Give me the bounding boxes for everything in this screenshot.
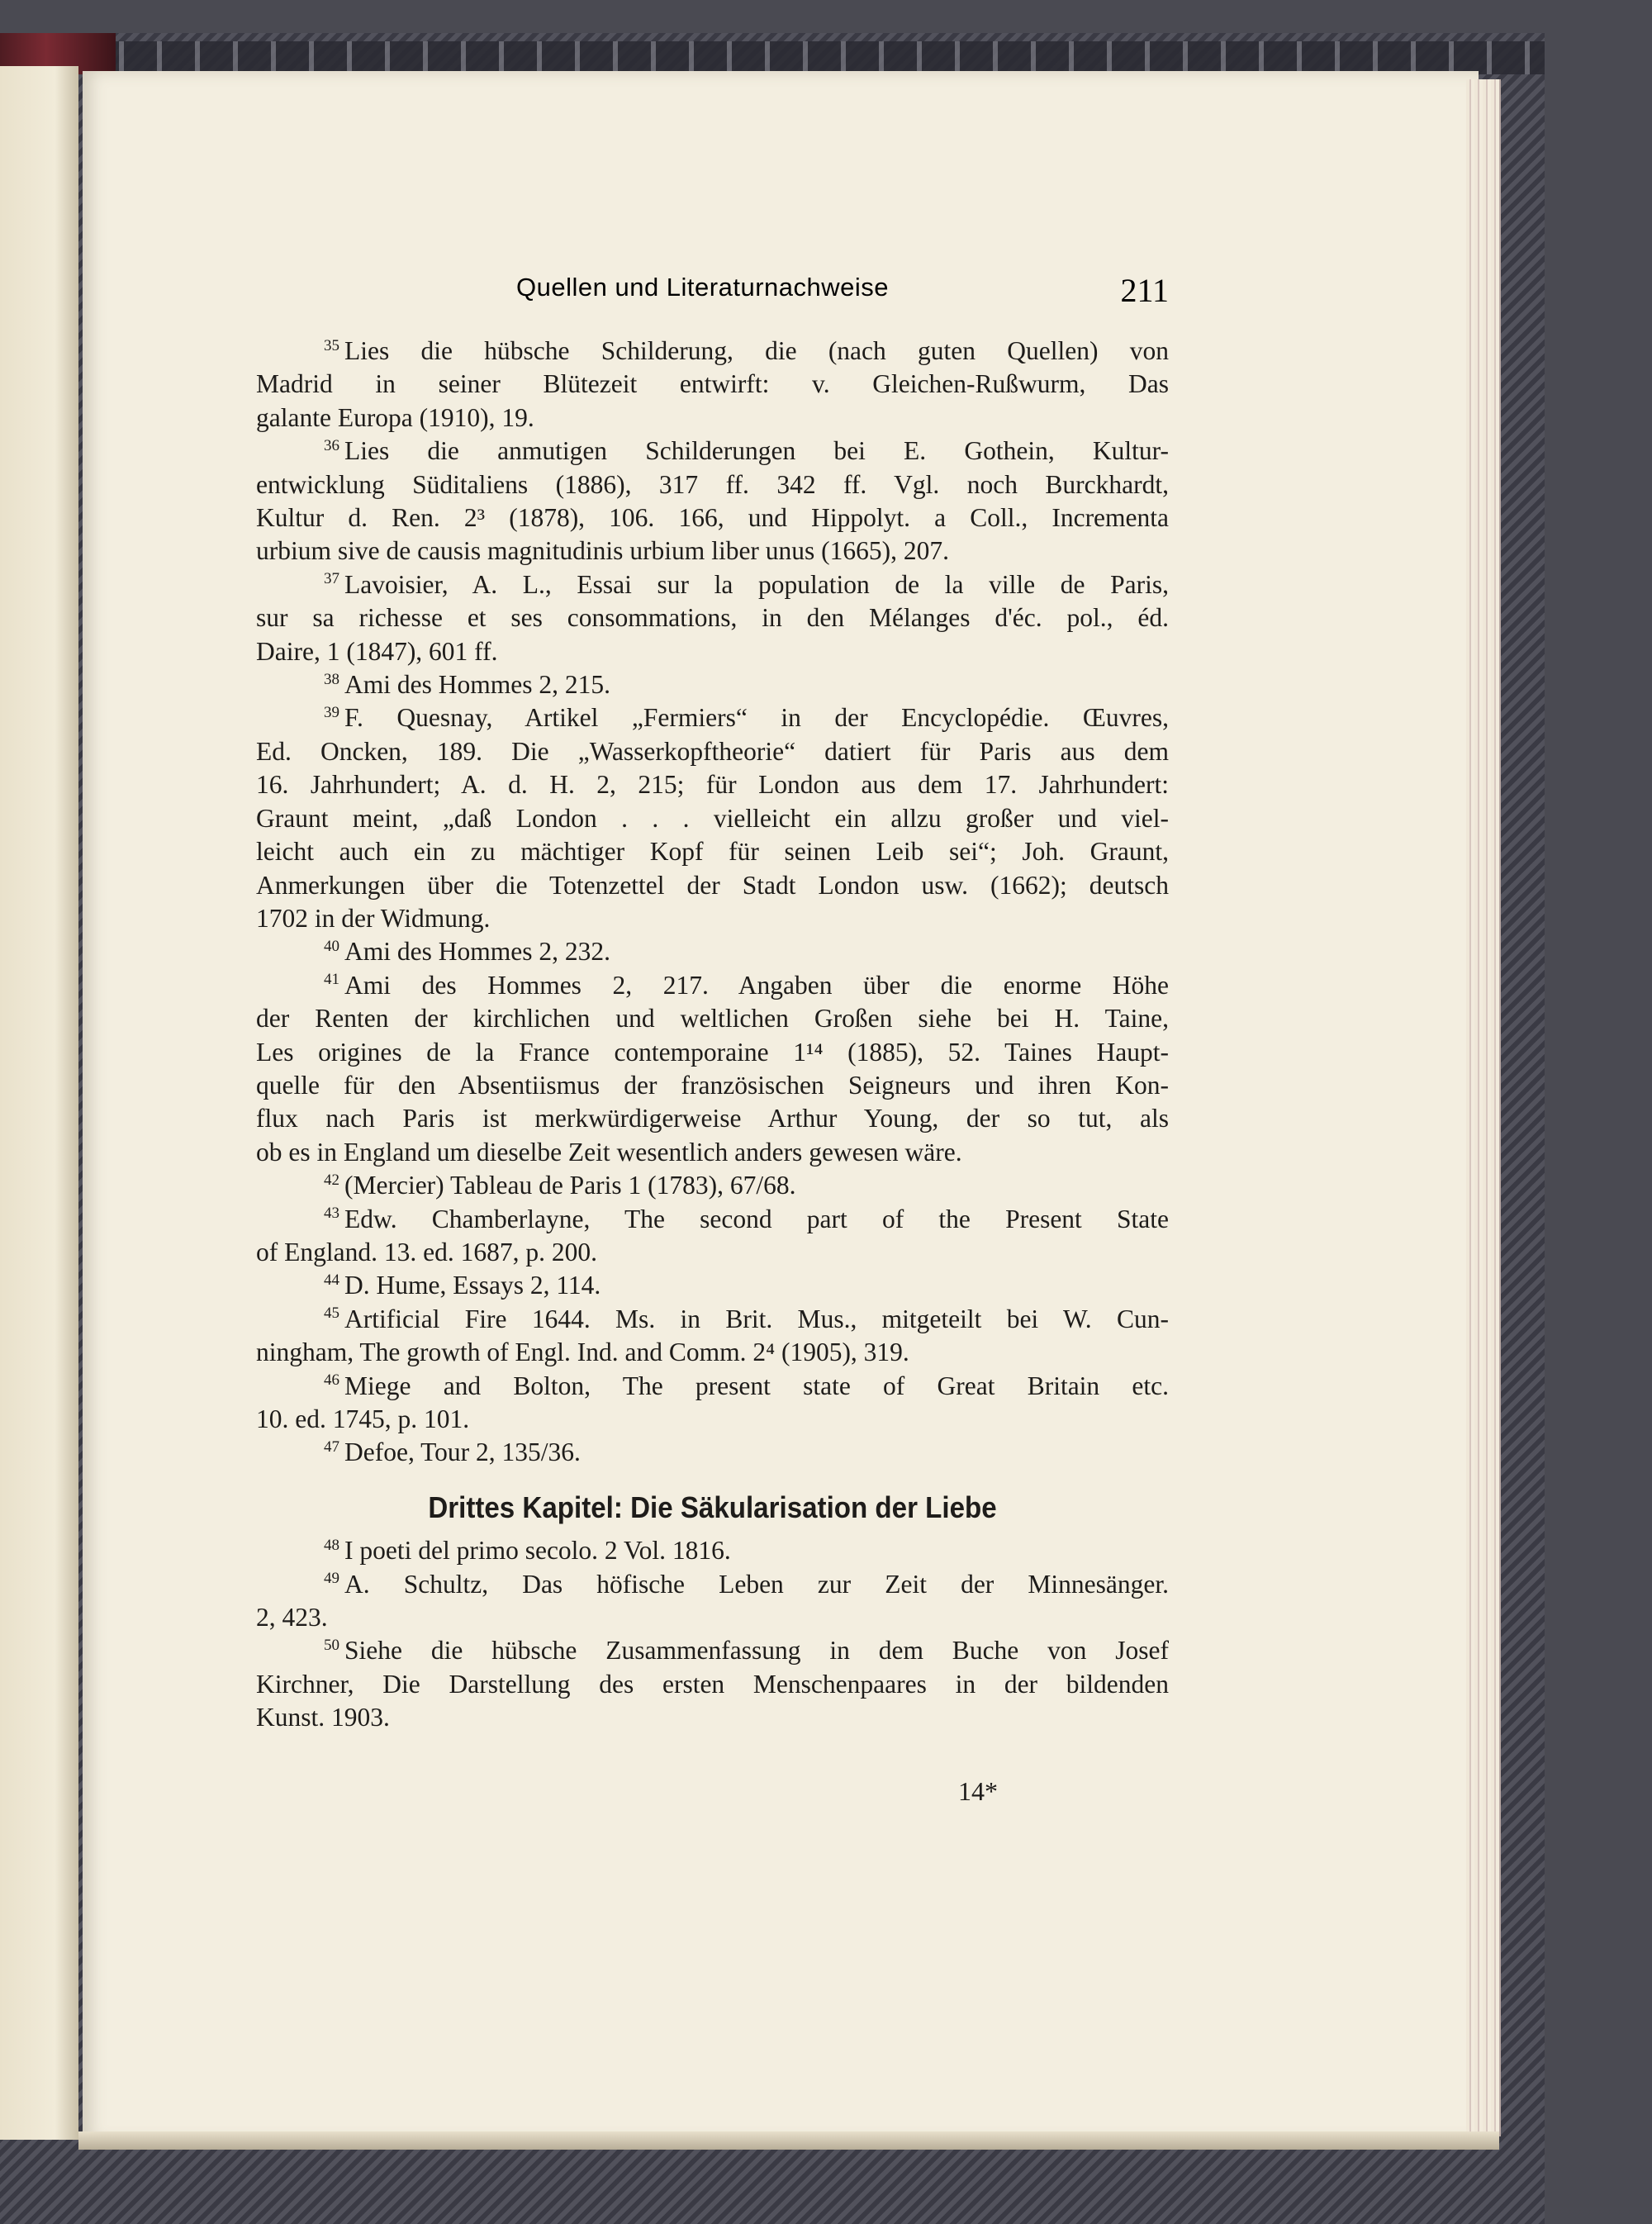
endnotes [256, 335, 1169, 1735]
endnote-line [256, 1668, 1169, 1701]
endnote-47 [256, 1436, 1169, 1469]
endnote-line [256, 335, 1169, 368]
endnote-line [256, 935, 1169, 968]
endnote-text: D. Hume, Essays 2, 114. [344, 1271, 601, 1300]
endnote-35 [256, 335, 1169, 435]
footnote-number: 47 [324, 1438, 339, 1456]
endnote-text: Daire, 1 (1847), 601 ff. [256, 636, 498, 666]
footnote-number: 37 [324, 570, 339, 588]
endnote-line [256, 635, 1169, 668]
endnote-line [256, 835, 1169, 868]
footnote-number: 43 [324, 1205, 339, 1223]
endnote-line [256, 1601, 1169, 1634]
endnote-line [256, 1203, 1169, 1236]
endnote-text: Defoe, Tour 2, 135/36. [344, 1438, 581, 1467]
endnote-text: Ami des Hommes 2, 215. [344, 670, 610, 700]
endnote-line [256, 735, 1169, 768]
footnote-number: 44 [324, 1271, 339, 1289]
endnote-text: Madrid in seiner Blütezeit entwirft: v. Gleichen-Rußwurm, Das [256, 369, 1169, 399]
endnote-text: Ami des Hommes 2, 217. Angaben über die enorme Höhe [344, 970, 1169, 1000]
endnote-text: Kirchner, Die Darstellung des ersten Menschenpaares in der bildenden [256, 1669, 1169, 1699]
endnote-line [256, 535, 1169, 568]
endnotes-part-2 [256, 1534, 1169, 1734]
endnote-line [256, 969, 1169, 1002]
endnote-line [256, 1436, 1169, 1469]
endnote-43 [256, 1203, 1169, 1270]
endnote-line [256, 1002, 1169, 1035]
endnote-text: of England. 13. ed. 1687, p. 200. [256, 1237, 597, 1266]
page-bottom-edge [78, 2131, 1499, 2150]
endnote-line [256, 869, 1169, 902]
endnote-line [256, 601, 1169, 634]
endnote-line [256, 1634, 1169, 1667]
endnote-text: ob es in England um dieselbe Zeit wesentlich anders gewesen wäre. [256, 1137, 962, 1167]
endnote-49 [256, 1568, 1169, 1635]
endnote-40 [256, 935, 1169, 968]
endnote-46 [256, 1370, 1169, 1437]
footnote-number: 39 [324, 703, 339, 721]
footnote-number: 38 [324, 670, 339, 688]
endnote-50 [256, 1634, 1169, 1734]
endnote-42 [256, 1169, 1169, 1202]
endnote-text: Siehe die hübsche Zusammenfassung in dem Buche von Josef [344, 1636, 1169, 1666]
endnote-text: 1702 in der Widmung. [256, 903, 491, 933]
endnote-line [256, 568, 1169, 601]
endnote-text: leicht auch ein zu mächtiger Kopf für seinen Leib sei“; Joh. Graunt, [256, 837, 1169, 867]
endnote-text: ningham, The growth of Engl. Ind. and Comm. 2⁴ (1905), 319. [256, 1338, 909, 1367]
endnote-45 [256, 1303, 1169, 1370]
chapter-heading: Drittes Kapitel: Die Säkularisation der Liebe [428, 1490, 997, 1524]
endnote-text: (Mercier) Tableau de Paris 1 (1783), 67/68. [344, 1171, 796, 1200]
endnote-text: der Renten der kirchlichen und weltlichen Großen siehe bei H. Taine, [256, 1004, 1169, 1034]
endnote-line [256, 1403, 1169, 1436]
endnote-48 [256, 1534, 1169, 1567]
endnote-line [256, 1236, 1169, 1269]
endnote-text: Ami des Hommes 2, 232. [344, 937, 610, 967]
endnote-44 [256, 1269, 1169, 1302]
endnote-line [256, 1269, 1169, 1302]
endnote-text: Les origines de la France contemporaine 1¹⁴ (1885), 52. Taines Haupt- [256, 1037, 1169, 1067]
endnote-line [256, 501, 1169, 535]
footnote-number: 36 [324, 436, 339, 454]
footnote-number: 46 [324, 1371, 339, 1390]
endnote-38 [256, 668, 1169, 701]
endnote-text: Edw. Chamberlayne, The second part of the Present State [344, 1204, 1169, 1233]
page-header [256, 266, 1169, 316]
endnote-line [256, 1069, 1169, 1102]
footnote-number: 48 [324, 1536, 339, 1554]
running-head: Quellen und Literaturnachweise [516, 273, 889, 302]
endnote-39 [256, 701, 1169, 935]
endnote-text: flux nach Paris ist merkwürdigerweise Arthur Young, der so tut, als [256, 1104, 1169, 1133]
endnote-text: 16. Jahrhundert; A. d. H. 2, 215; für London aus dem 17. Jahrhundert: [256, 770, 1169, 800]
endnote-line [256, 701, 1169, 734]
left-page-edge [0, 66, 78, 2140]
endnote-41 [256, 969, 1169, 1169]
endnote-text: quelle für den Absentiismus der französischen Seigneurs und ihren Kon- [256, 1070, 1169, 1100]
endnote-text: Miege and Bolton, The present state of Great Britain etc. [344, 1371, 1169, 1400]
endnote-line [256, 1701, 1169, 1734]
endnote-line [256, 802, 1169, 835]
endnote-line [256, 1568, 1169, 1601]
endnote-line [256, 1036, 1169, 1069]
page-fore-edge [1466, 79, 1501, 2136]
footnote-number: 40 [324, 937, 339, 955]
endnote-line [256, 468, 1169, 501]
endnote-line [256, 1102, 1169, 1135]
endnote-text: Ed. Oncken, 189. Die „Wasserkopftheorie“ datiert für Paris aus dem [256, 736, 1169, 766]
endnote-text: Anmerkungen über die Totenzettel der Stadt London usw. (1662); deutsch [256, 870, 1169, 900]
endnote-line [256, 402, 1169, 435]
endnote-text: Kultur d. Ren. 2³ (1878), 106. 166, und Hippolyt. a Coll., Incrementa [256, 503, 1169, 533]
footnote-number: 35 [324, 336, 339, 354]
endnote-line [256, 1336, 1169, 1369]
endnote-line [256, 1169, 1169, 1202]
endnote-text: F. Quesnay, Artikel „Fermiers“ in der Encyclopédie. Œuvres, [344, 703, 1169, 733]
footnote-number: 42 [324, 1171, 339, 1189]
endnote-line [256, 435, 1169, 468]
signature-mark: 14* [958, 1776, 998, 1806]
endnote-text: A. Schultz, Das höfische Leben zur Zeit der Minnesänger. [344, 1569, 1169, 1599]
footnote-number: 50 [324, 1636, 339, 1654]
endnote-line [256, 668, 1169, 701]
endnote-text: 10. ed. 1745, p. 101. [256, 1404, 470, 1433]
endnote-line [256, 902, 1169, 935]
endnote-line [256, 1534, 1169, 1567]
footnote-number: 45 [324, 1304, 339, 1323]
endnote-text: I poeti del primo secolo. 2 Vol. 1816. [344, 1536, 731, 1566]
endnote-line [256, 1370, 1169, 1403]
endnote-text: Artificial Fire 1644. Ms. in Brit. Mus., mitgeteilt bei W. Cun- [344, 1304, 1169, 1333]
endnote-line [256, 368, 1169, 401]
endnote-line [256, 1136, 1169, 1169]
endnotes-part-1 [256, 335, 1169, 1470]
endnote-text: sur sa richesse et ses consommations, in den Mélanges d'éc. pol., éd. [256, 603, 1169, 633]
endnote-line [256, 1303, 1169, 1336]
endnote-text: Lies die anmutigen Schilderungen bei E. Gothein, Kultur- [344, 436, 1169, 466]
endnote-line [256, 768, 1169, 801]
page-number: 211 [1120, 272, 1169, 309]
endnote-36 [256, 435, 1169, 568]
endnote-text: Graunt meint, „daß London . . . vielleicht ein allzu großer und viel- [256, 803, 1169, 833]
endnote-text: Kunst. 1903. [256, 1703, 390, 1732]
endnote-text: Lavoisier, A. L., Essai sur la population de la ville de Paris, [344, 569, 1169, 599]
endnote-text: Lies die hübsche Schilderung, die (nach guten Quellen) von [344, 336, 1169, 365]
endnote-text: 2, 423. [256, 1603, 328, 1632]
endnote-text: urbium sive de causis magnitudinis urbium liber unus (1665), 207. [256, 536, 950, 566]
endnote-text: entwicklung Süditaliens (1886), 317 ff. 342 ff. Vgl. noch Burckhardt, [256, 469, 1169, 499]
endnote-37 [256, 568, 1169, 668]
cover-pattern-band [66, 41, 1545, 74]
footnote-number: 49 [324, 1570, 339, 1588]
footnote-number: 41 [324, 971, 339, 989]
endnote-text: galante Europa (1910), 19. [256, 402, 534, 432]
